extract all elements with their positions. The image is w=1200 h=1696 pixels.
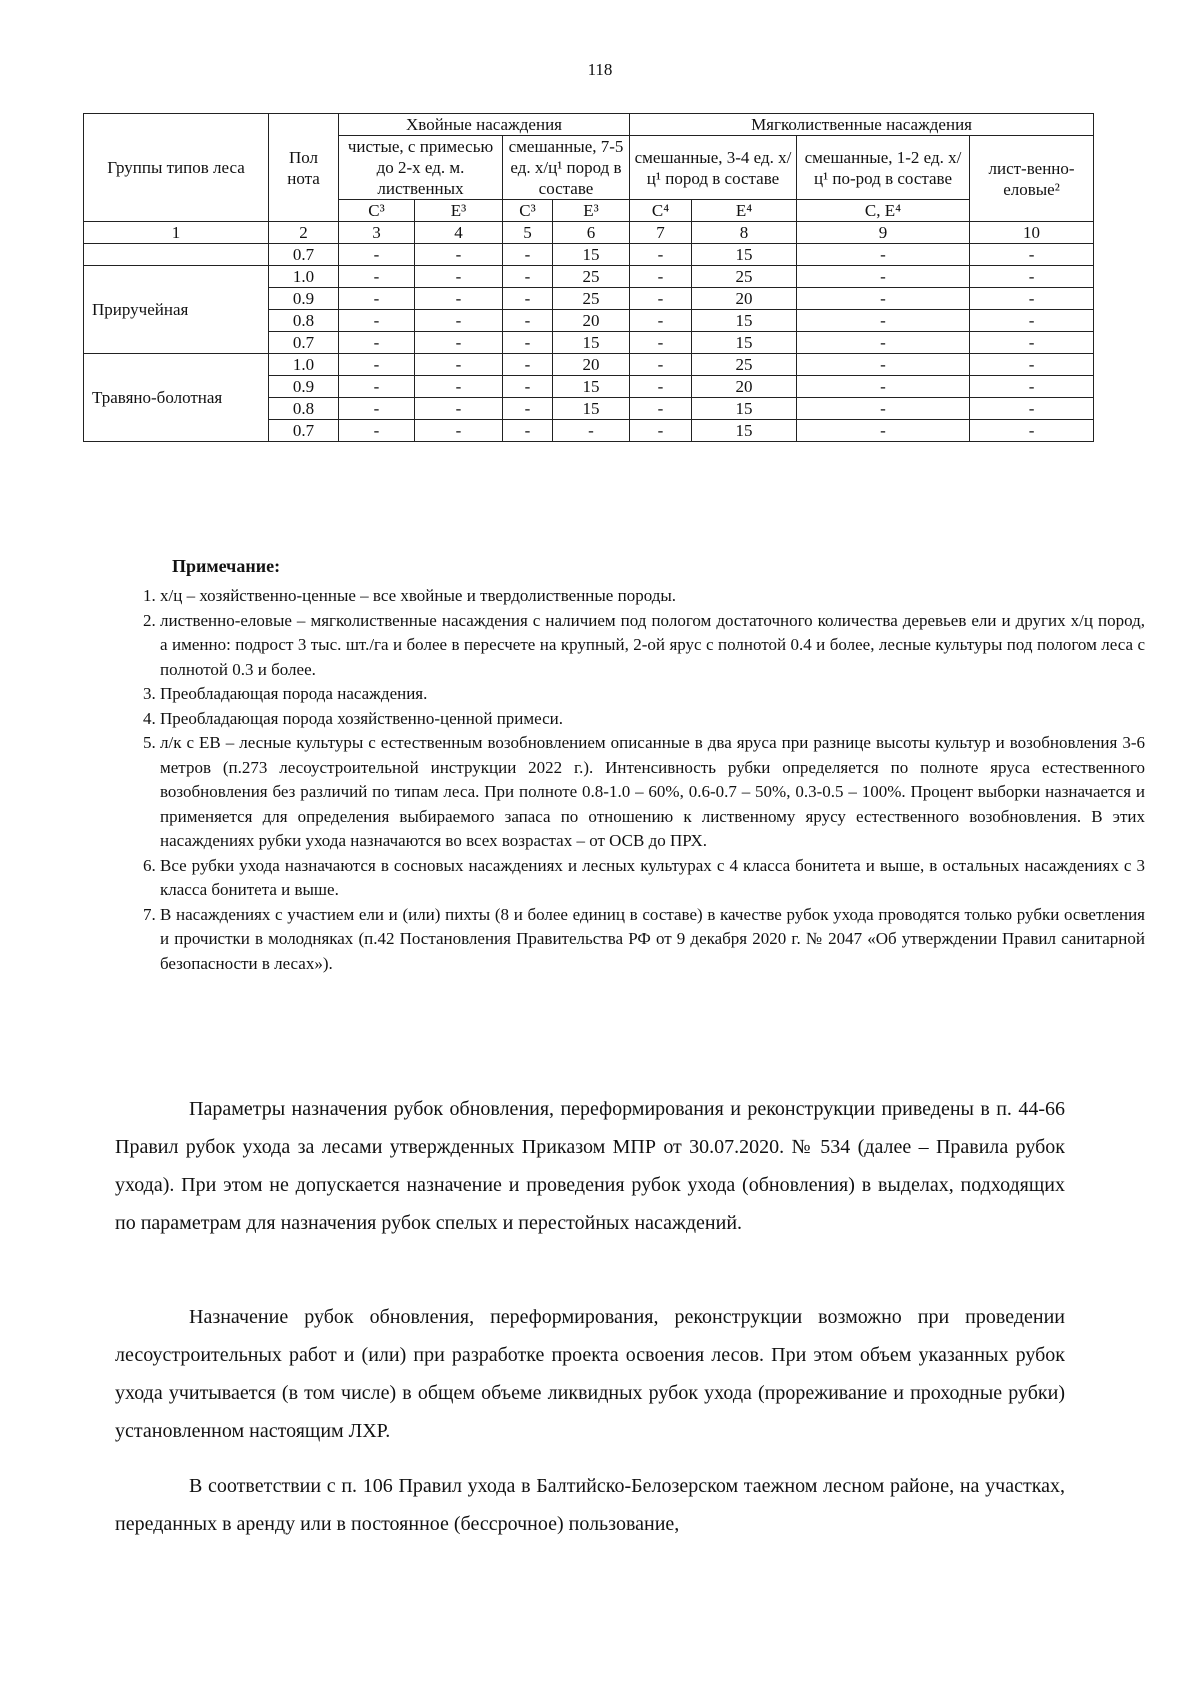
table-cell: -: [339, 354, 415, 376]
table-cell: -: [797, 310, 970, 332]
table-cell: -: [503, 266, 553, 288]
table-cell: 4: [415, 222, 503, 244]
table-cell: -: [415, 354, 503, 376]
table-cell: -: [797, 332, 970, 354]
header-softwood-stands: Мягколиственные насаждения: [630, 114, 1094, 136]
table-row: [84, 266, 1094, 288]
table-cell: 0.7: [269, 332, 339, 354]
table-cell: -: [339, 244, 415, 266]
table-cell: -: [797, 376, 970, 398]
paragraph-text: В соответствии с п. 106 Правил ухода в Балтийско-Белозерском таежном лесном районе, на участках, переданных в аренду или в постоянное (бессрочное) пользование,: [115, 1475, 1065, 1535]
species-cell: Е⁴: [692, 200, 797, 222]
table-cell: 3: [339, 222, 415, 244]
table-cell: 15: [553, 376, 630, 398]
table-cell: 0.8: [269, 398, 339, 420]
table-cell: -: [970, 398, 1094, 420]
table-cell: -: [630, 266, 692, 288]
table-cell: -: [503, 376, 553, 398]
table-cell: -: [630, 288, 692, 310]
table-cell: -: [970, 332, 1094, 354]
page-number: 118: [587, 60, 613, 79]
table-cell: -: [339, 420, 415, 442]
table-cell: -: [797, 266, 970, 288]
table-cell: -: [970, 354, 1094, 376]
table-cell: -: [970, 376, 1094, 398]
table-cell: -: [503, 332, 553, 354]
table-cell: -: [553, 420, 630, 442]
table-cell: 10: [970, 222, 1094, 244]
table-cell: -: [970, 310, 1094, 332]
table-cell: -: [339, 398, 415, 420]
table-cell: -: [415, 310, 503, 332]
table-cell: 20: [692, 376, 797, 398]
table-cell: 15: [553, 332, 630, 354]
table-cell: -: [415, 398, 503, 420]
note-item: 6. Все рубки ухода назначаются в сосновых насаждениях и лесных культурах с 4 класса бонитета и выше, в остальных насаждениях с 3 класса бонитета и выше.: [160, 854, 1145, 903]
table-cell: 9: [797, 222, 970, 244]
table-cell: 25: [553, 288, 630, 310]
body-paragraph: [115, 1090, 1065, 1242]
table-row: [84, 354, 1094, 376]
table-cell: -: [415, 288, 503, 310]
table-cell: 15: [692, 310, 797, 332]
table-cell: -: [503, 310, 553, 332]
table-cell: -: [339, 376, 415, 398]
table-cell: -: [339, 266, 415, 288]
table-cell: 7: [630, 222, 692, 244]
table-cell: -: [970, 288, 1094, 310]
table-cell: -: [503, 288, 553, 310]
table-cell: 8: [692, 222, 797, 244]
species-cell: Е³: [553, 200, 630, 222]
table-cell: -: [503, 420, 553, 442]
note-item: 7. В насаждениях с участием ели и (или) пихты (8 и более единиц в составе) в качестве рубок ухода проводятся только рубки осветления и прочистки в молодняках (п.42 Постановления Правительства РФ от 9 декабря 2020 г. № 2047 «Об утверждении Правил санитарной безопасности в лесах»).: [160, 903, 1145, 977]
col-header-fullness: Пол нота: [269, 114, 339, 222]
table-cell: 20: [553, 354, 630, 376]
table-cell: -: [339, 332, 415, 354]
table-cell: 1: [84, 222, 269, 244]
table-cell: -: [503, 354, 553, 376]
table-cell: -: [630, 376, 692, 398]
group-name-cell: Приручейная: [84, 266, 269, 354]
col-header-forest-groups: Группы типов леса: [84, 114, 269, 222]
table-cell: [84, 244, 269, 266]
table-cell: 15: [692, 398, 797, 420]
notes-title: Примечание:: [172, 556, 281, 576]
group-name-cell: Травяно-болотная: [84, 354, 269, 442]
table-cell: -: [797, 354, 970, 376]
paragraph-text: Параметры назначения рубок обновления, переформирования и реконструкции приведены в п. 44-66 Правил рубок ухода за лесами утвержденных Приказом МПР от 30.07.2020. № 534 (далее – Правила рубок ухода). При этом не допускается назначение и проведения рубок ухода (обновления) в выделах, подходящих по параметрам для назначения рубок спелых и перестойных насаждений.: [115, 1098, 1065, 1234]
table-cell: -: [970, 420, 1094, 442]
table-row: [84, 244, 1094, 266]
table-cell: -: [630, 398, 692, 420]
subheader-mixed-7-5: смешанные, 7-5 ед. х/ц¹ пород в составе: [503, 136, 630, 200]
table-cell: 25: [692, 354, 797, 376]
subheader-deciduous-spruce: лист-венно-еловые²: [970, 136, 1094, 222]
notes-list: [83, 584, 1145, 976]
table-cell: 0.8: [269, 310, 339, 332]
note-item: 4. Преобладающая порода хозяйственно-ценной примеси.: [160, 707, 1145, 732]
table-cell: -: [797, 244, 970, 266]
table-cell: 15: [692, 332, 797, 354]
species-cell: Е³: [415, 200, 503, 222]
table-cell: 15: [553, 398, 630, 420]
table-cell: 15: [692, 244, 797, 266]
table-cell: 0.9: [269, 288, 339, 310]
table-cell: -: [339, 310, 415, 332]
header-conifer-stands: Хвойные насаждения: [339, 114, 630, 136]
table-cell: -: [970, 244, 1094, 266]
table-cell: -: [339, 288, 415, 310]
table-cell: 0.7: [269, 244, 339, 266]
note-item: 5. л/к с ЕВ – лесные культуры с естественным возобновлением описанные в два яруса при разнице высоты культур и возобновления 3-6 метров (п.273 лесоустроительной инструкции 2022 г.). Интенсивность рубки определяется по полноте яруса естественного возобновления без различий по типам леса. При полноте 0.8-1.0 – 60%, 0.6-0.7 – 50%, 0.3-0.5 – 100%. Процент выборки назначается и применяется для определения выбираемого запаса по отношению к лиственному ярусу естественного возобновления. В этих насаждениях рубки ухода назначаются во всех возрастах – от ОСВ до ПРХ.: [160, 731, 1145, 854]
table-cell: -: [503, 398, 553, 420]
table-cell: -: [415, 420, 503, 442]
body-paragraph: [115, 1298, 1065, 1450]
species-cell: С, Е⁴: [797, 200, 970, 222]
table-cell: 15: [692, 420, 797, 442]
subheader-pure: чистые, с примесью до 2-х ед. м. лиственных: [339, 136, 503, 200]
table-cell: 5: [503, 222, 553, 244]
note-item: 3. Преобладающая порода насаждения.: [160, 682, 1145, 707]
table-cell: -: [415, 244, 503, 266]
table-cell: 20: [692, 288, 797, 310]
table-cell: -: [630, 420, 692, 442]
thinning-intensity-table: [83, 113, 1094, 442]
table-cell: 0.9: [269, 376, 339, 398]
species-cell: С⁴: [630, 200, 692, 222]
column-number-row: [84, 222, 1094, 244]
body-paragraph: [115, 1467, 1065, 1543]
table-cell: -: [415, 376, 503, 398]
table-cell: -: [797, 288, 970, 310]
table-cell: -: [415, 266, 503, 288]
subheader-mixed-3-4: смешанные, 3-4 ед. х/ц¹ пород в составе: [630, 136, 797, 200]
table-cell: 25: [553, 266, 630, 288]
table-cell: 20: [553, 310, 630, 332]
subheader-mixed-1-2: смешанные, 1-2 ед. х/ц¹ по-род в составе: [797, 136, 970, 200]
table-cell: 0.7: [269, 420, 339, 442]
paragraph-text: Назначение рубок обновления, переформирования, реконструкции возможно при проведении лесоустроительных работ и (или) при разработке проекта освоения лесов. При этом объем указанных рубок ухода учитывается (в том числе) в общем объеме ликвидных рубок ухода (прореживание и проходные рубки) установленном настоящим ЛХР.: [115, 1306, 1065, 1442]
table-cell: -: [503, 244, 553, 266]
species-cell: С³: [339, 200, 415, 222]
table-cell: 1.0: [269, 266, 339, 288]
table-cell: -: [630, 354, 692, 376]
table-cell: -: [630, 244, 692, 266]
note-item: 2. лиственно-еловые – мягколиственные насаждения с наличием под пологом достаточного количества деревьев ели и других х/ц пород, а именно: подрост 3 тыс. шт./га и более в пересчете на крупный, 2-ой ярус с полнотой 0.4 и более, лесные культуры под пологом леса с полнотой 0.3 и более.: [160, 609, 1145, 683]
table-cell: -: [797, 398, 970, 420]
table-cell: 2: [269, 222, 339, 244]
table-cell: -: [415, 332, 503, 354]
table-cell: 1.0: [269, 354, 339, 376]
note-item: 1. х/ц – хозяйственно-ценные – все хвойные и твердолиственные породы.: [160, 584, 1145, 609]
table-cell: 25: [692, 266, 797, 288]
table-cell: -: [970, 266, 1094, 288]
table-cell: -: [797, 420, 970, 442]
table-cell: 15: [553, 244, 630, 266]
table-cell: -: [630, 332, 692, 354]
table-cell: -: [630, 310, 692, 332]
table-cell: 6: [553, 222, 630, 244]
species-cell: С³: [503, 200, 553, 222]
